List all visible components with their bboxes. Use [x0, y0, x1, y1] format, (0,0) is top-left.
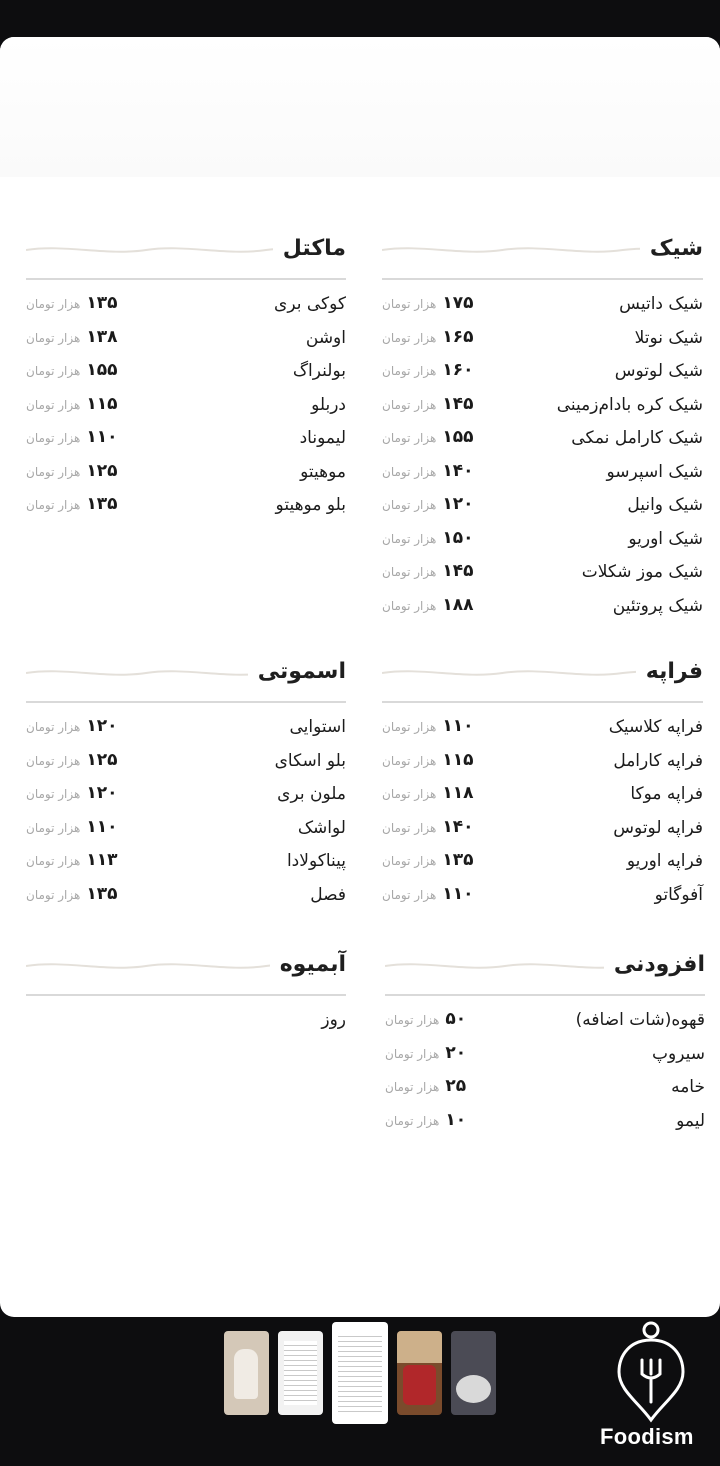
price-unit: هزار تومان	[26, 720, 81, 734]
price-unit: هزار تومان	[26, 397, 81, 412]
menu-item-name: کوکی بری	[274, 294, 346, 314]
menu-item-name: ملون بری	[277, 784, 346, 804]
menu-item-name: فراپه کارامل	[613, 750, 703, 771]
menu-item	[26, 290, 346, 324]
menu-item	[26, 713, 346, 747]
section-title: فراپه	[636, 659, 703, 684]
menu-item-name: خامه	[671, 1077, 705, 1097]
menu-item-name: بولنراگ	[292, 361, 346, 381]
price-unit: هزار تومان	[382, 598, 437, 613]
price-value: ۱۱۰	[442, 883, 474, 904]
menu-item-price	[382, 716, 473, 736]
menu-item	[385, 1073, 705, 1107]
menu-item-price	[382, 884, 473, 904]
section-addons	[385, 938, 705, 1140]
menu-page-header-area	[0, 37, 720, 177]
menu-item-name: موهیتو	[300, 461, 346, 482]
menu-item-list	[26, 290, 346, 525]
menu-item	[382, 814, 703, 848]
price-value: ۵۰	[445, 1009, 467, 1029]
menu-item-list	[385, 1006, 705, 1140]
price-value: ۱۱۰	[86, 816, 118, 837]
menu-item-name: پیناکولادا	[286, 851, 346, 871]
price-value: ۱۴۰	[442, 816, 474, 837]
section-divider	[26, 701, 346, 703]
menu-item	[26, 424, 346, 458]
price-value: ۱۲۰	[86, 716, 118, 736]
page-thumbnail-1[interactable]	[224, 1331, 269, 1415]
section-divider	[382, 278, 703, 280]
menu-item-price	[382, 394, 473, 414]
price-unit: هزار تومان	[26, 330, 81, 345]
menu-item	[382, 881, 703, 915]
menu-item-price	[26, 360, 117, 380]
price-unit: هزار تومان	[26, 464, 81, 479]
price-unit: هزار تومان	[382, 565, 437, 579]
foodism-logo-icon	[614, 1320, 688, 1424]
menu-item-name: آفوگاتو	[654, 884, 703, 905]
price-value: ۱۵۵	[442, 427, 474, 447]
menu-item-name: شیک پروتئین	[612, 595, 703, 616]
menu-item-price	[382, 528, 473, 548]
menu-item	[26, 747, 346, 781]
menu-item	[382, 290, 703, 324]
section-divider	[26, 278, 346, 280]
section-divider	[382, 701, 703, 703]
menu-item-price	[382, 461, 473, 481]
menu-item-name: لیمو	[676, 1110, 705, 1131]
menu-item	[26, 458, 346, 492]
section-title: ماکتل	[273, 236, 346, 261]
menu-item-price	[382, 293, 473, 313]
price-value: ۱۳۵	[86, 293, 118, 313]
menu-item-price	[382, 750, 473, 770]
menu-item-name: شیک اوریو	[628, 528, 703, 549]
price-value: ۱۰	[445, 1109, 467, 1130]
page-thumbnail-4[interactable]	[397, 1331, 442, 1415]
menu-item-list	[26, 713, 346, 914]
price-value: ۱۶۰	[442, 360, 474, 380]
menu-item-name: فراپه موکا	[630, 784, 703, 804]
price-value: ۱۳۸	[86, 326, 118, 347]
menu-item	[382, 780, 703, 814]
menu-item-name: قهوه(شات اضافه)	[575, 1010, 705, 1030]
menu-item-price	[26, 850, 117, 870]
price-value: ۱۱۵	[86, 393, 118, 414]
menu-item	[26, 814, 346, 848]
menu-item-price	[385, 1009, 466, 1029]
price-unit: هزار تومان	[382, 787, 437, 801]
section-title: اسموتی	[248, 659, 346, 684]
price-unit: هزار تومان	[382, 431, 437, 445]
price-unit: هزار تومان	[382, 397, 437, 412]
menu-item-price	[382, 783, 473, 803]
menu-item-name: دربلو	[311, 394, 346, 415]
menu-item-price	[26, 884, 117, 904]
price-unit: هزار تومان	[382, 753, 437, 768]
menu-item-price	[382, 817, 473, 837]
menu-item	[26, 324, 346, 358]
page-thumbnail-3-active[interactable]	[332, 1322, 388, 1424]
menu-item-name: بلو اسکای	[274, 750, 346, 771]
menu-item-price	[26, 716, 117, 736]
section-header	[26, 938, 346, 1000]
price-value: ۲۰	[445, 1042, 467, 1063]
price-unit: هزار تومان	[382, 854, 437, 868]
section-smoothie	[26, 645, 346, 914]
menu-item-price	[382, 595, 473, 615]
price-value: ۱۸۸	[442, 594, 474, 615]
menu-item	[382, 592, 703, 626]
menu-item-name: فراپه لوتوس	[613, 817, 703, 838]
price-value: ۱۳۵	[442, 850, 474, 870]
section-title: شیک	[640, 236, 703, 261]
section-header	[26, 645, 346, 707]
section-juice	[26, 938, 346, 1040]
menu-item-price	[385, 1110, 466, 1130]
menu-item-name: شیک کارامل نمکی	[571, 428, 703, 448]
price-value: ۱۱۸	[442, 783, 474, 803]
menu-item-price	[382, 360, 473, 380]
menu-item	[26, 847, 346, 881]
menu-item-price	[382, 427, 473, 447]
menu-item-price	[382, 327, 473, 347]
price-value: ۱۳۵	[86, 494, 118, 514]
section-mocktail	[26, 222, 346, 525]
menu-item-price	[382, 850, 473, 870]
price-unit: هزار تومان	[382, 330, 437, 345]
price-value: ۱۷۵	[442, 293, 474, 313]
menu-item-list	[382, 290, 703, 625]
menu-item-price	[26, 327, 117, 347]
price-unit: هزار تومان	[382, 498, 437, 512]
price-value: ۱۴۰	[442, 460, 474, 481]
price-unit: هزار تومان	[26, 753, 81, 768]
menu-item	[382, 458, 703, 492]
menu-item-price	[26, 494, 117, 514]
menu-item-name: بلو موهیتو	[275, 495, 346, 515]
price-unit: هزار تومان	[26, 364, 81, 378]
menu-item-name: فراپه اوریو	[626, 851, 703, 871]
price-unit: هزار تومان	[382, 820, 437, 835]
menu-item-list	[26, 1006, 346, 1040]
menu-item	[26, 357, 346, 391]
menu-item	[382, 491, 703, 525]
price-value: ۱۱۰	[86, 427, 118, 447]
section-header	[382, 222, 703, 284]
menu-item-name: روز	[321, 1010, 346, 1030]
price-unit: هزار تومان	[26, 498, 81, 512]
menu-item	[26, 881, 346, 915]
menu-item	[26, 491, 346, 525]
menu-item-price	[385, 1043, 466, 1063]
menu-item-price	[26, 461, 117, 481]
menu-item-name: سیروپ	[652, 1043, 705, 1064]
price-value: ۱۱۵	[442, 749, 474, 770]
section-divider	[26, 994, 346, 996]
price-value: ۱۲۵	[86, 749, 118, 770]
price-unit: هزار تومان	[382, 720, 437, 734]
price-value: ۱۴۵	[442, 393, 474, 414]
price-value: ۱۴۵	[442, 561, 474, 581]
price-unit: هزار تومان	[382, 364, 437, 378]
menu-item-list	[382, 713, 703, 914]
menu-item-name: فراپه کلاسیک	[608, 717, 703, 737]
menu-item-price	[26, 783, 117, 803]
menu-item	[382, 357, 703, 391]
menu-item-name: شیک وانیل	[627, 495, 703, 515]
menu-item-name: اوشن	[305, 327, 346, 348]
menu-item	[385, 1040, 705, 1074]
price-unit: هزار تومان	[26, 787, 81, 801]
price-unit: هزار تومان	[385, 1080, 440, 1094]
price-unit: هزار تومان	[382, 464, 437, 479]
section-header	[385, 938, 705, 1000]
brand-name: Foodism	[600, 1424, 694, 1449]
price-unit: هزار تومان	[26, 431, 81, 445]
price-value: ۱۳۵	[86, 883, 118, 904]
price-value: ۱۲۵	[86, 460, 118, 481]
price-unit: هزار تومان	[26, 854, 81, 868]
price-unit: هزار تومان	[382, 531, 437, 546]
menu-item-price	[26, 293, 117, 313]
section-title: افزودنی	[604, 952, 705, 977]
menu-item-name: شیک اسپرسو	[606, 461, 703, 482]
page-thumbnail-2[interactable]	[278, 1331, 323, 1415]
section-frappe	[382, 645, 703, 914]
price-value: ۱۱۳	[86, 850, 118, 870]
menu-item	[382, 525, 703, 559]
menu-item	[382, 391, 703, 425]
menu-item	[26, 780, 346, 814]
section-title: آبمیوه	[270, 952, 346, 977]
price-unit: هزار تومان	[382, 297, 437, 311]
price-value: ۱۲۰	[442, 494, 474, 514]
menu-item-price	[26, 750, 117, 770]
menu-item-name: لیموناد	[299, 428, 346, 448]
price-unit: هزار تومان	[26, 820, 81, 835]
menu-item	[385, 1006, 705, 1040]
menu-item	[382, 847, 703, 881]
menu-item-price	[26, 427, 117, 447]
price-unit: هزار تومان	[385, 1113, 440, 1128]
price-value: ۱۵۵	[86, 360, 118, 380]
price-unit: هزار تومان	[26, 887, 81, 902]
page-thumbnail-5[interactable]	[451, 1331, 496, 1415]
menu-item	[382, 558, 703, 592]
section-header	[382, 645, 703, 707]
section-divider	[385, 994, 705, 996]
menu-item	[382, 424, 703, 458]
section-shake	[382, 222, 703, 625]
menu-item-name: شیک نوتلا	[634, 327, 703, 348]
menu-item-price	[382, 561, 473, 581]
menu-item-price	[382, 494, 473, 514]
price-unit: هزار تومان	[382, 887, 437, 902]
menu-item	[26, 1006, 346, 1040]
menu-item	[382, 324, 703, 358]
price-value: ۱۵۰	[442, 527, 474, 548]
price-value: ۱۶۵	[442, 326, 474, 347]
menu-item-price	[26, 394, 117, 414]
menu-item	[26, 391, 346, 425]
price-unit: هزار تومان	[26, 297, 81, 311]
menu-item	[385, 1107, 705, 1141]
section-header	[26, 222, 346, 284]
menu-item-name: شیک لوتوس	[614, 361, 703, 381]
menu-item-name: شیک کره بادام‌زمینی	[556, 394, 703, 415]
menu-item-name: فصل	[310, 884, 346, 905]
price-value: ۱۱۰	[442, 716, 474, 736]
menu-item-name: شیک داتیس	[619, 294, 703, 314]
menu-item-name: شیک موز شکلات	[581, 562, 703, 582]
menu-item-name: لواشک	[297, 817, 346, 838]
price-unit: هزار تومان	[385, 1046, 440, 1061]
menu-item-price	[26, 817, 117, 837]
price-value: ۲۵	[445, 1076, 467, 1096]
menu-item	[382, 713, 703, 747]
menu-item-name: استوایی	[289, 717, 346, 737]
menu-item-price	[385, 1076, 466, 1096]
price-value: ۱۲۰	[86, 783, 118, 803]
menu-item	[382, 747, 703, 781]
price-unit: هزار تومان	[385, 1013, 440, 1027]
